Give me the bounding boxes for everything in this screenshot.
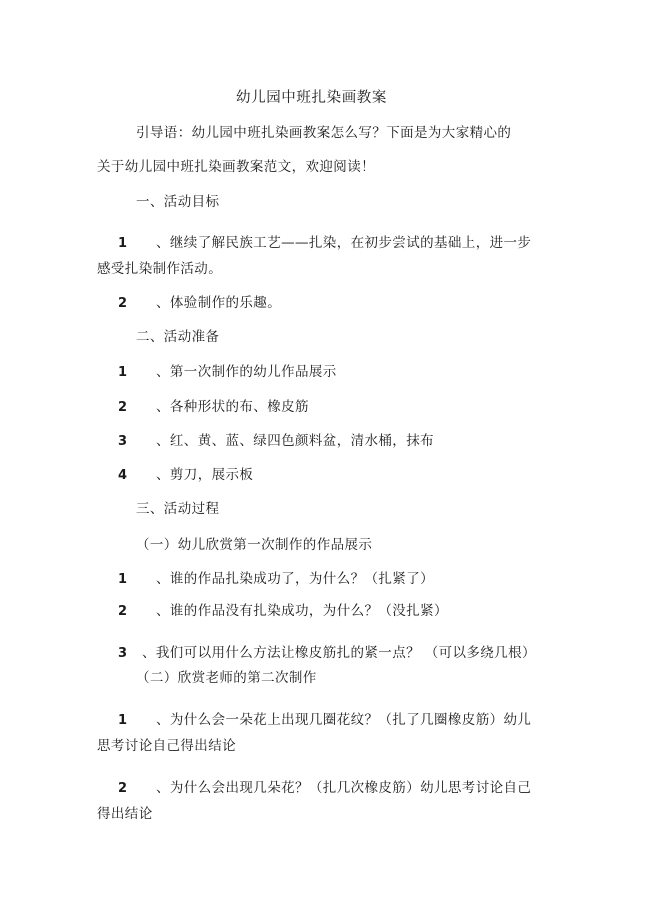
list-item bbox=[118, 570, 434, 589]
subsection-heading-2: （二）欣赏老师的第二次制作 bbox=[136, 670, 317, 686]
list-item bbox=[118, 602, 448, 621]
list-item-continuation: 感受扎染制作活动。 bbox=[97, 261, 223, 277]
list-item-text: 、剪刀，展示板 bbox=[156, 467, 254, 483]
list-item-number: 4 bbox=[118, 468, 128, 483]
list-item-text: 、为什么会一朵花上出现几圈花纹？（扎了几圈橡皮筋）幼儿 bbox=[156, 712, 532, 728]
document-title: 幼儿园中班扎染画教案 bbox=[236, 90, 387, 106]
list-item-number: 1 bbox=[118, 713, 128, 728]
list-item bbox=[118, 644, 536, 663]
section-heading-preparation: 二、活动准备 bbox=[136, 329, 220, 345]
list-item-number: 3 bbox=[118, 646, 128, 661]
list-item-number: 2 bbox=[118, 296, 128, 311]
list-item-text: 、继续了解民族工艺——扎染，在初步尝试的基础上，进一步 bbox=[156, 235, 532, 251]
list-item-text: 、为什么会出现几朵花？（扎几次橡皮筋）幼儿思考讨论自己 bbox=[156, 780, 532, 796]
list-item bbox=[118, 432, 434, 451]
list-item bbox=[118, 779, 531, 798]
list-item-number: 1 bbox=[118, 572, 128, 587]
list-item-text: 、体验制作的乐趣。 bbox=[156, 295, 282, 311]
subsection-heading-1: （一）幼儿欣赏第一次制作的作品展示 bbox=[136, 537, 373, 553]
list-item bbox=[118, 294, 281, 313]
list-item-number: 1 bbox=[118, 365, 128, 380]
list-item-continuation: 得出结论 bbox=[97, 806, 153, 822]
list-item bbox=[118, 466, 253, 485]
section-heading-goals: 一、活动目标 bbox=[136, 194, 220, 210]
list-item-continuation: 思考讨论自己得出结论 bbox=[97, 738, 236, 754]
section-heading-process: 三、活动过程 bbox=[136, 501, 220, 517]
list-item-text: 、谁的作品没有扎染成功，为什么？（没扎紧） bbox=[156, 603, 448, 619]
intro-line-1: 引导语：幼儿园中班扎染画教案怎么写？下面是为大家精心的 bbox=[136, 125, 512, 141]
list-item-number: 2 bbox=[118, 781, 128, 796]
list-item bbox=[118, 711, 531, 730]
list-item bbox=[118, 398, 309, 417]
intro-line-2: 关于幼儿园中班扎染画教案范文，欢迎阅读！ bbox=[97, 159, 375, 175]
list-item-number: 2 bbox=[118, 400, 128, 415]
list-item bbox=[118, 363, 337, 382]
list-item bbox=[118, 234, 531, 253]
list-item-text: 、各种形状的布、橡皮筋 bbox=[156, 399, 309, 415]
list-item-text: 、谁的作品扎染成功了，为什么？（扎紧了） bbox=[156, 571, 434, 587]
list-item-number: 3 bbox=[118, 434, 128, 449]
list-item-number: 2 bbox=[118, 604, 128, 619]
list-item-number: 1 bbox=[118, 236, 128, 251]
list-item-text: 、我们可以用什么方法让橡皮筋扎的紧一点？ （可以多绕几根） bbox=[142, 645, 536, 661]
list-item-text: 、红、黄、蓝、绿四色颜料盆，清水桶，抹布 bbox=[156, 433, 434, 449]
list-item-text: 、第一次制作的幼儿作品展示 bbox=[156, 364, 337, 380]
